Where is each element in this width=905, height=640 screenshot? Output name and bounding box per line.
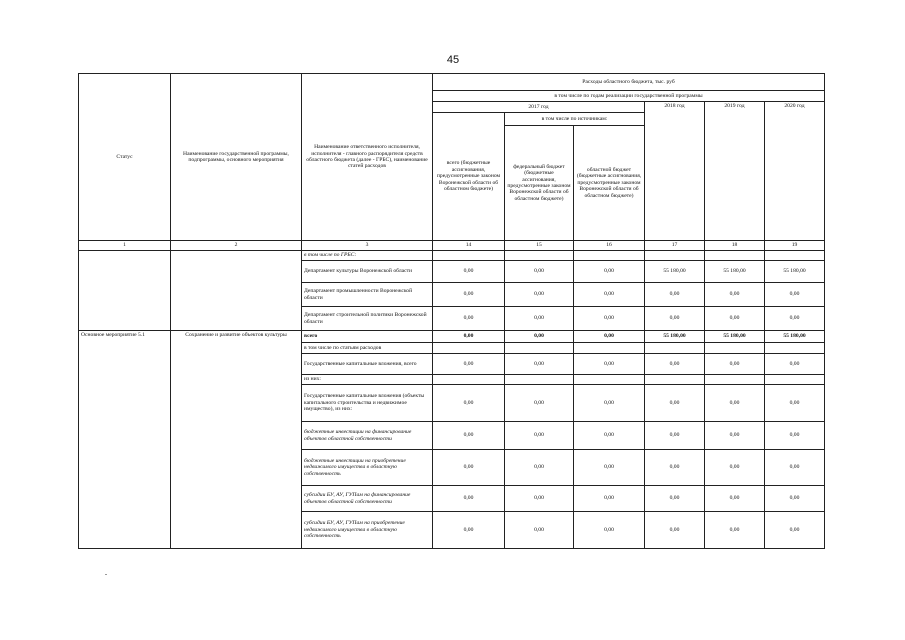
row-name: субсидии БУ, АУ, ГУПам на приобретение недвижимого имущества в областную собственность [302, 512, 433, 549]
cell-value: 55 180,00 [645, 331, 705, 343]
cell-value: 0,00 [705, 283, 765, 307]
header-status: Статус [79, 74, 171, 241]
row-name: Департамент культуры Воронежской области [302, 261, 433, 283]
cell-value: 0,00 [505, 450, 574, 486]
header-executor: Наименование ответственного исполнителя, исполнителя - главного распорядителя средств областного бюджета (далее - ГРБС), наименование статей расходов [302, 74, 433, 241]
row-name: Государственные капитальные вложения, всего [302, 354, 433, 375]
header-year-2020: 2020 год [765, 102, 825, 241]
header-total-col: всего (бюджетные ассигнования, предусмотренные законом Воронежской области об областном бюджете) [433, 113, 505, 241]
header-federal-col: федеральный бюджет (бюджетные ассигнования, предусмотренные законом Воронежской области об областном бюджете) [505, 126, 574, 241]
header-expenses: Расходы областного бюджета, тыс. руб [433, 74, 825, 91]
row-name: Государственные капитальные вложения (объекты капитального строительства и недвижимое имущество), из них: [302, 385, 433, 422]
cell-value: 55 180,00 [765, 331, 825, 343]
cell-value: 0,00 [433, 385, 505, 422]
col-number: 16 [574, 241, 645, 251]
cell-value: 0,00 [645, 307, 705, 331]
main-program: Сохранение и развитие объектов культуры [171, 331, 302, 549]
cell-value: 0,00 [574, 422, 645, 450]
cell-value: 0,00 [505, 486, 574, 512]
col-number: 14 [433, 241, 505, 251]
cell-value: 0,00 [645, 354, 705, 375]
table-row [79, 331, 825, 343]
col-number: 1 [79, 241, 171, 251]
cell-value: 0,00 [574, 307, 645, 331]
cell-value: 0,00 [645, 385, 705, 422]
cell-value: 0,00 [574, 283, 645, 307]
main-status: Основное мероприятие 5.1 [79, 331, 171, 549]
header-year-2017: 2017 год [433, 102, 645, 113]
cell-value: 0,00 [705, 486, 765, 512]
cell-value: 0,00 [433, 512, 505, 549]
header-incl-years: в том числе по годам реализации государственной программы [433, 91, 825, 102]
cell-value: 0,00 [433, 331, 505, 343]
col-number: 2 [171, 241, 302, 251]
incl-grbs-label: в том числе по ГРБС: [302, 251, 433, 261]
cell-value: 0,00 [645, 450, 705, 486]
cell-value: 0,00 [505, 512, 574, 549]
incl-articles-label: в том числе по статьям расходов [302, 343, 433, 354]
cell-value: 0,00 [765, 307, 825, 331]
col-number: 3 [302, 241, 433, 251]
cell-value: 55 180,00 [765, 261, 825, 283]
cell-value: 0,00 [765, 283, 825, 307]
cell-value: 0,00 [645, 486, 705, 512]
header-program-name: Наименование государственной программы, подпрограммы, основного мероприятия [171, 74, 302, 241]
cell-value: 0,00 [505, 261, 574, 283]
cell-value: 0,00 [433, 354, 505, 375]
cell-value: 0,00 [505, 331, 574, 343]
cell-value: 0,00 [705, 512, 765, 549]
cell-value: 55 180,00 [705, 331, 765, 343]
col-number: 17 [645, 241, 705, 251]
cell-value: 0,00 [705, 422, 765, 450]
cell-value: 0,00 [433, 422, 505, 450]
cell-value: 0,00 [705, 450, 765, 486]
cell-value: 0,00 [505, 307, 574, 331]
cell-value: 0,00 [433, 486, 505, 512]
cell-value: 0,00 [574, 512, 645, 549]
col-number: 19 [765, 241, 825, 251]
cell-value: 0,00 [705, 307, 765, 331]
cell-value: 0,00 [574, 331, 645, 343]
cell-value: 0,00 [574, 450, 645, 486]
col-number: 15 [505, 241, 574, 251]
cell-value: 0,00 [433, 261, 505, 283]
cell-value: 0,00 [505, 422, 574, 450]
page-number: 45 [446, 54, 460, 66]
header-incl-sources: в том числе по источникам: [505, 113, 645, 126]
cell-value: 0,00 [505, 283, 574, 307]
of-them-label: из них: [302, 375, 433, 385]
cell-value: 0,00 [574, 354, 645, 375]
cell-value: 0,00 [765, 450, 825, 486]
cell-value: 0,00 [645, 512, 705, 549]
cell-value: 0,00 [574, 261, 645, 283]
cell-value: 0,00 [645, 422, 705, 450]
cell-value: 0,00 [433, 283, 505, 307]
cell-value: 0,00 [765, 354, 825, 375]
cell-value: 0,00 [765, 512, 825, 549]
cell-value: 0,00 [574, 486, 645, 512]
row-name: бюджетные инвестиции на приобретение недвижимого имущества в областную собственность [302, 450, 433, 486]
row-name: Департамент строительной политики Воронежской области [302, 307, 433, 331]
cell-value: 0,00 [765, 385, 825, 422]
scan-mark [105, 574, 107, 575]
budget-table [78, 73, 825, 549]
row-name: Департамент промышленности Воронежской области [302, 283, 433, 307]
cell-value: 0,00 [765, 422, 825, 450]
cell-value: 0,00 [705, 354, 765, 375]
header-year-2019: 2019 год [705, 102, 765, 241]
cell-value: 0,00 [433, 307, 505, 331]
program-cell-empty [171, 251, 302, 331]
cell-value: 0,00 [705, 385, 765, 422]
row-name: бюджетные инвестиции на финансирование объектов областной собственности [302, 422, 433, 450]
row-name: субсидии БУ, АУ, ГУПам на финансирование объектов областной собственности [302, 486, 433, 512]
cell-value: 0,00 [645, 283, 705, 307]
cell-value: 55 180,00 [705, 261, 765, 283]
status-cell-empty [79, 251, 171, 331]
header-year-2018: 2018 год [645, 102, 705, 241]
cell-value: 0,00 [505, 354, 574, 375]
header-regional-col: областной бюджет (бюджетные ассигнования, предусмотренные законом Воронежской области об областном бюджете) [574, 126, 645, 241]
cell-value: 0,00 [505, 385, 574, 422]
cell-value: 0,00 [433, 450, 505, 486]
col-number: 18 [705, 241, 765, 251]
row-name: всего [302, 331, 433, 343]
cell-value: 0,00 [765, 486, 825, 512]
cell-value: 0,00 [574, 385, 645, 422]
cell-value: 55 180,00 [645, 261, 705, 283]
